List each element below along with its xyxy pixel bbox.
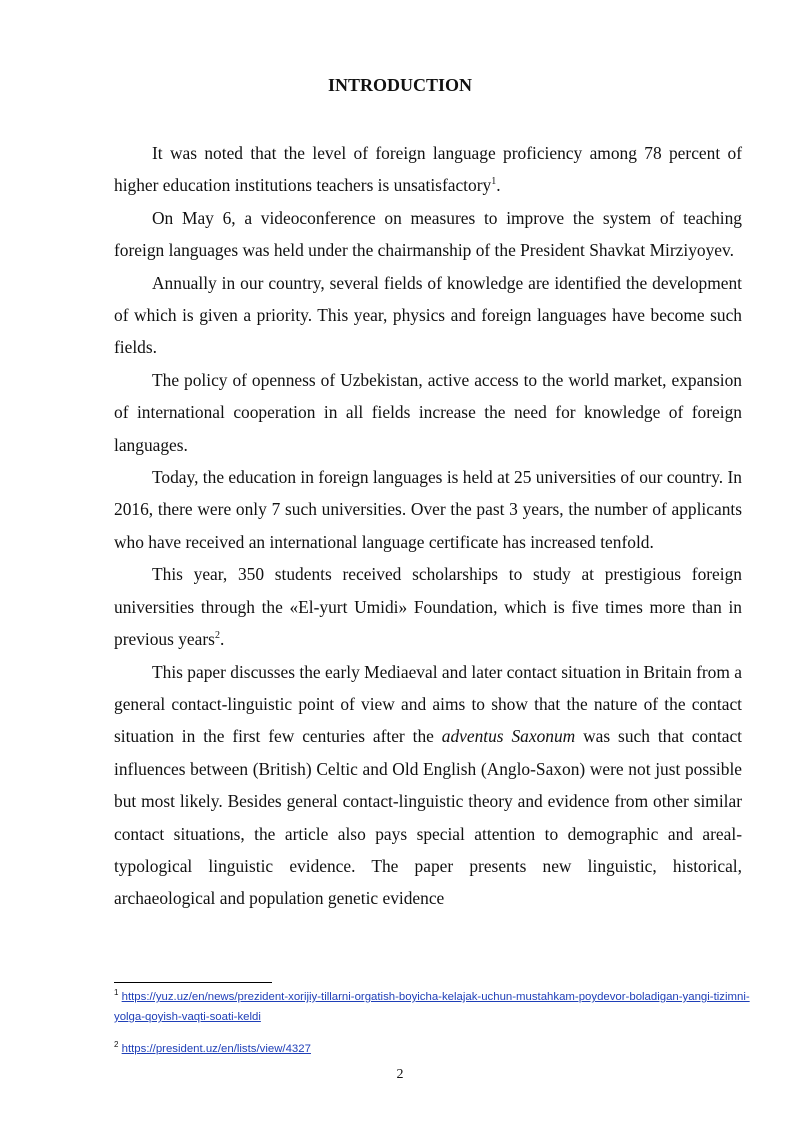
paragraph-2: On May 6, a videoconference on measures to improve the system of teaching foreign languages was held under the chairmanship of the President Shavkat Mirziyoyev. (114, 207, 742, 261)
footnote-1 (114, 987, 754, 1027)
page-title: INTRODUCTION (327, 75, 473, 95)
paragraph-3: Annually in our country, several fields of knowledge are identified the development of which is given a priority. This year, physics and foreign languages have become such fields. (114, 272, 742, 358)
paragraph-4: The policy of openness of Uzbekistan, active access to the world market, expansion of international cooperation in all fields increase the need for knowledge of foreign languages. (114, 369, 742, 455)
footnote-link-2[interactable]: https://president.uz/en/lists/view/4327 (121, 1043, 311, 1055)
footnote-ref-1[interactable]: 1 (491, 176, 497, 188)
footnote-ref-2[interactable]: 2 (214, 630, 220, 642)
paragraph-7: This paper discusses the early Mediaeval and later contact situation in Britain from a general contact-linguistic point of view and aims to show that the nature of the contact situation in the first few centuries after the adventus Saxonum was such that contact influences between (British) Celtic and Old English (Anglo-Saxon) were not just possible but most likely. Besides general contact-linguistic theory and evidence from other similar contact situations, the article also pays special attention to demographic and areal-typological linguistic evidence. The paper presents new linguistic, historical, archaeological and population genetic evidence (114, 661, 742, 909)
italic-term: adventus Saxonum (441, 726, 576, 747)
footnote-number: 1 (114, 988, 119, 998)
footnote-number: 2 (114, 1040, 119, 1050)
paragraph-5: Today, the education in foreign languages is held at 25 universities of our country. In 2016, there were only 7 such universities. Over the past 3 years, the number of applicants who have received an international language certificate has increased tenfold. (114, 467, 742, 552)
page-number: 2 (396, 1067, 404, 1082)
footnote-2 (114, 1039, 754, 1059)
footnote-separator (114, 982, 272, 983)
paragraph-1: It was noted that the level of foreign language proficiency among 78 percent of higher education institutions teachers is unsatisfactory$^1$. (114, 143, 742, 196)
footnote-link-1[interactable]: https://yuz.uz/en/news/prezident-xorijiy-tillarni-orgatish-boyicha-kelajak-uchun-mustahkam-poydevor-boladigan-yangi-tizimni-yolga-qoyish-vaqti-soati-keldi (114, 991, 750, 1023)
body-text (114, 137, 742, 915)
footnotes (114, 987, 754, 1071)
paragraph-6: This year, 350 students received scholarships to study at prestigious foreign universities through the «El-yurt Umidi» Foundation, which is five times more than in previous years$^2$. (114, 564, 742, 650)
